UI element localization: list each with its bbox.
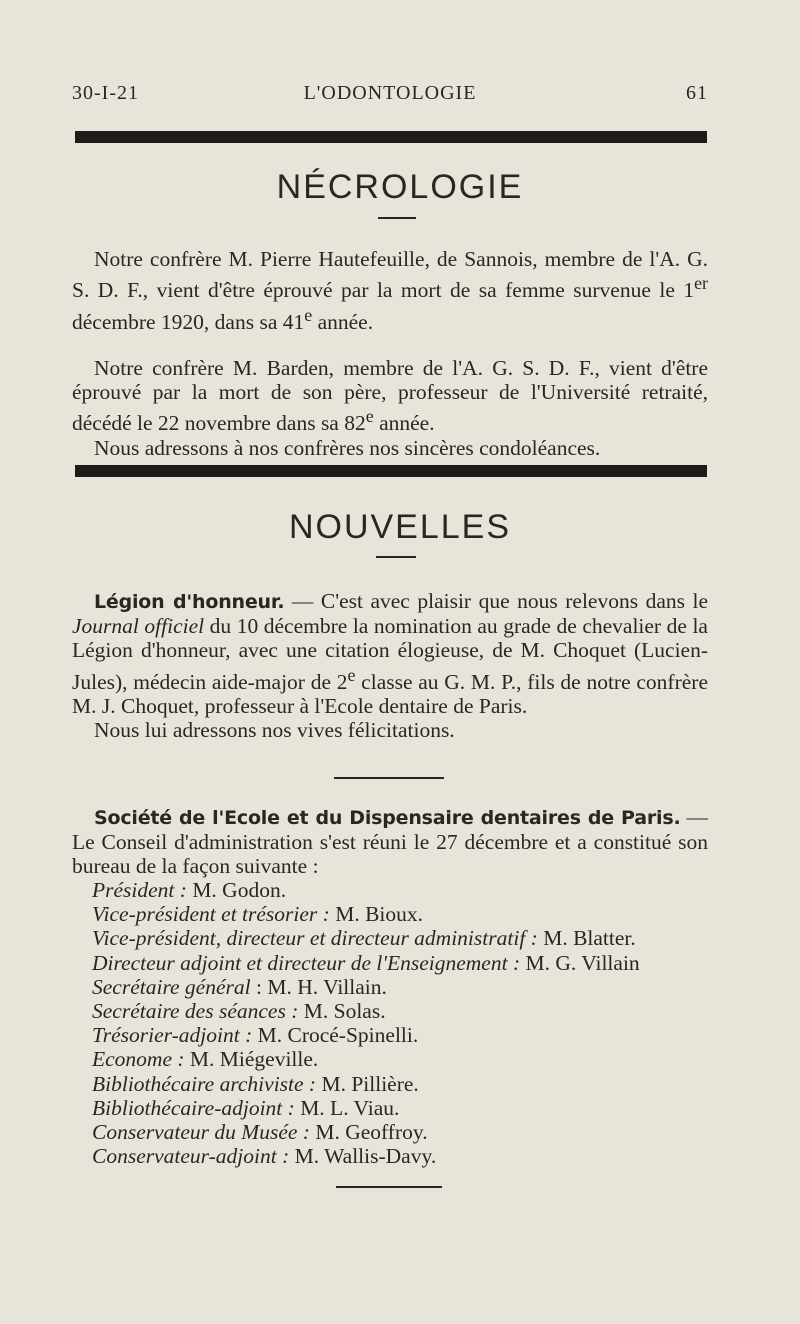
officer-row <box>92 1120 712 1144</box>
section-divider-thick <box>75 465 707 477</box>
necrologie-paragraph-3: Nous adressons à nos confrères nos sincères condoléances. <box>94 435 601 460</box>
officer-row <box>92 999 712 1023</box>
officer-row <box>92 1023 712 1047</box>
necrologie-paragraph-1: Notre confrère M. Pierre Hautefeuille, de Sannois, membre de l'A. G. S. D. F., vient d'être éprouvé par la mort de sa femme survenue le 1er décembre 1920, dans sa 41e année. <box>72 247 708 334</box>
officer-role: Conservateur-adjoint : <box>92 1144 290 1169</box>
officer-role: Bibliothécaire-adjoint : <box>92 1095 295 1120</box>
officer-role: Directeur adjoint et directeur de l'Enseignement : <box>92 950 521 975</box>
section-title-nouvelles: NOUVELLES <box>288 508 512 546</box>
page-number: 61 <box>686 82 708 104</box>
officer-role: Secrétaire des séances : <box>92 999 299 1024</box>
officer-row <box>92 951 712 975</box>
necrologie-body <box>72 247 708 460</box>
running-header <box>72 82 708 112</box>
officer-name: M. Crocé-Spinelli. <box>252 1023 419 1048</box>
officer-role: Trésorier-adjoint : <box>92 1023 253 1048</box>
officer-name: M. Pillière. <box>316 1071 419 1096</box>
officer-row <box>92 878 712 902</box>
officer-name: M. Bioux. <box>329 902 424 927</box>
journal-title: L'ODONTOLOGIE <box>303 82 477 104</box>
necrologie-paragraph-2: Notre confrère M. Barden, membre de l'A. G. S. D. F., vient d'être éprouvé par la mort de son père, professeur de l'Université retraité, décédé le 22 novembre dans sa 82e année. <box>72 355 708 436</box>
officer-role: Econome : <box>92 1047 185 1072</box>
journal-officiel: Journal officiel <box>72 614 205 639</box>
officer-name: M. Solas. <box>298 999 386 1024</box>
legion-honneur-item <box>72 589 708 742</box>
officers-list <box>92 878 712 1168</box>
officer-row <box>92 1072 712 1096</box>
officer-row <box>92 902 712 926</box>
societe-heading: Société de l'Ecole et du Dispensaire dentaires de Paris. <box>94 807 681 829</box>
officer-role: Bibliothécaire archiviste : <box>92 1071 317 1096</box>
officer-name: M. L. Viau. <box>294 1095 400 1120</box>
officer-row <box>92 1047 712 1071</box>
officer-role: Président : <box>92 878 187 902</box>
title-underline <box>378 217 416 219</box>
officer-name: M. Wallis-Davy. <box>289 1144 437 1169</box>
officer-name: M. Godon. <box>186 878 287 902</box>
section-divider-thick <box>75 131 707 143</box>
issue-date: 30-I-21 <box>72 82 139 104</box>
officer-name: M. Blatter. <box>537 926 636 951</box>
legion-heading: Légion d'honneur. <box>94 591 285 613</box>
officer-role: Conservateur du Musée : <box>92 1120 310 1145</box>
officer-row <box>92 926 712 950</box>
officer-row <box>92 1096 712 1120</box>
societe-item <box>72 805 708 879</box>
officer-name: M. Geoffroy. <box>309 1120 428 1145</box>
end-separator <box>336 1186 442 1188</box>
officer-role: Secrétaire général <box>92 974 251 999</box>
legion-closing: Nous lui adressons nos vives félicitations. <box>94 718 455 743</box>
officer-name: : M. H. Villain. <box>250 974 387 999</box>
officer-name: M. G. Villain <box>520 950 640 975</box>
societe-paragraph: Société de l'Ecole et du Dispensaire dentaires de Paris. — Le Conseil d'administration s'est réuni le 27 décembre et a constitué son bureau de la façon suivante : <box>72 805 709 879</box>
officer-role: Vice-président et trésorier : <box>92 902 330 927</box>
legion-paragraph: Légion d'honneur. — C'est avec plaisir que nous relevons dans le Journal officiel du 10 décembre la nomination au grade de chevalier de la Légion d'honneur, avec une citation élogieuse, de M. Choquet (Lucien-Jules), médecin aide-major de 2e classe au G. M. P., fils de notre confrère M. J. Choquet, professeur à l'Ecole dentaire de Paris. <box>72 589 708 718</box>
officer-name: M. Miégeville. <box>184 1047 319 1072</box>
officer-row <box>92 975 712 999</box>
officer-row <box>92 1144 712 1168</box>
item-separator <box>334 777 444 779</box>
section-title-necrologie: NÉCROLOGIE <box>276 168 524 206</box>
title-underline <box>376 556 416 558</box>
officer-role: Vice-président, directeur et directeur administratif : <box>92 926 538 951</box>
